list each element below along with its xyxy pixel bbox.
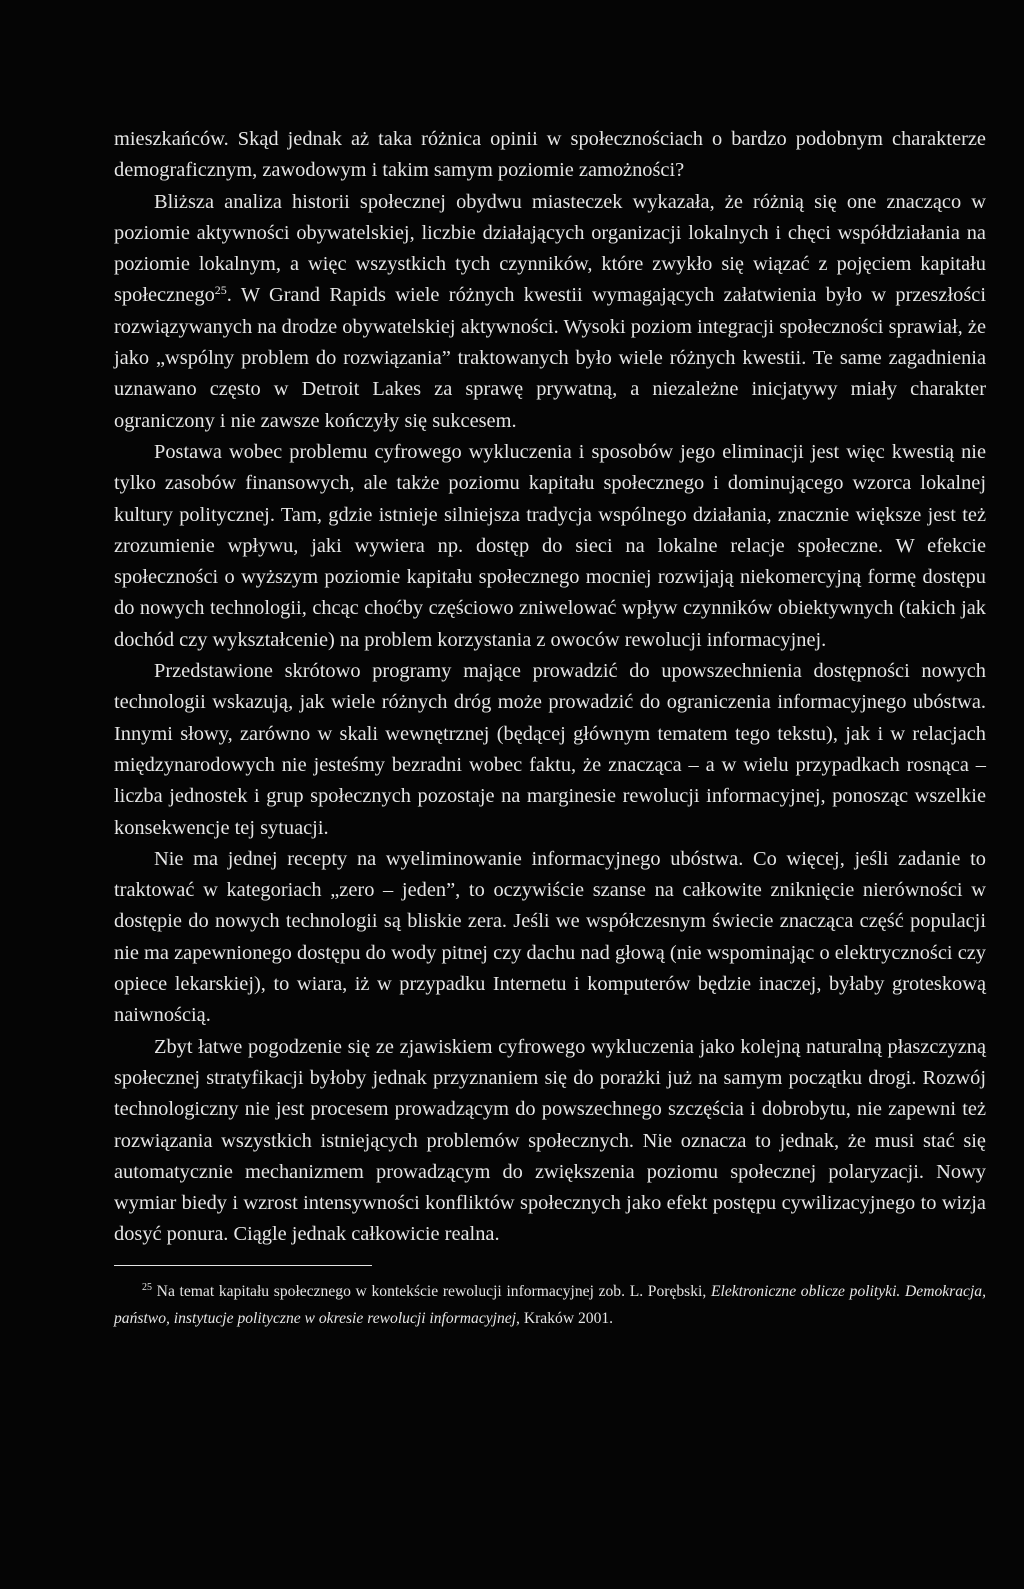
paragraph <box>114 1032 986 1251</box>
paragraph <box>114 844 986 1032</box>
paragraph <box>114 437 986 656</box>
paragraph <box>114 187 986 437</box>
footnote-reference: 25 <box>214 283 227 298</box>
footnote-divider <box>114 1265 372 1266</box>
footnote <box>114 1278 986 1332</box>
paragraph-text: Nie ma jednej recepty na wyeliminowanie informacyjnego ubóstwa. Co więcej, jeśli zadanie to traktować w kategoriach „zero – jeden”, to oczywiście szanse na całkowite zniknięcie nierówności w dostępie do nowych technologii są bliskie zera. Jeśli we współczesnym świecie znacząca część populacji nie ma zapewnionego dostępu do wody pitnej czy dachu nad głową (nie wspominając o elektryczności czy opiece lekarskiej), to wiara, iż w przypadku Internetu i komputerów będzie inaczej, byłaby groteskową naiwnością. <box>114 847 986 1027</box>
footnote-text: Na temat kapitału społecznego w kontekście rewolucji informacyjnej zob. L. Porębski, <box>152 1282 711 1300</box>
paragraph-text: . W Grand Rapids wiele różnych kwestii wymagających załatwienia było w przeszłości rozwiązywanych na drodze obywatelskiej aktywności. Wysoki poziom integracji społeczności sprawiał, że jako „wspólny problem do rozwiązania” traktowanych było wiele różnych kwestii. Te same zagadnienia uznawano często w Detroit Lakes za sprawę prywatną, a niezależne inicjatywy miały charakter ograniczony i nie zawsze kończyły się sukcesem. <box>114 284 986 432</box>
document-page <box>114 124 986 1332</box>
paragraph-text: Bliższa analiza historii społecznej obydwu miasteczek wykazała, że różnią się one znacząco w poziomie aktywności obywatelskiej, liczbie działających organizacji lokalnych i chęci współdziałania na poziomie lokalnym, a więc wszystkich tych czynników, które zwykło się wiązać z pojęciem kapitału społecznego <box>114 190 986 307</box>
paragraph <box>114 124 986 187</box>
body-text <box>114 124 986 1251</box>
paragraph <box>114 656 986 844</box>
paragraph-text: Postawa wobec problemu cyfrowego wykluczenia i sposobów jego eliminacji jest więc kwestią nie tylko zasobów finansowych, ale także poziomu kapitału społecznego i dominującego wzorca lokalnej kultury politycznej. Tam, gdzie istnieje silniejsza tradycja wspólnego działania, znacznie większe jest też zrozumienie wpływu, jaki wywiera np. dostęp do sieci na lokalne relacje społeczne. W efekcie społeczności o wyższym poziomie kapitału społecznego mocniej rozwijają niekomercyjną formę dostępu do nowych technologii, chcąc choćby częściowo zniwelować wpływ czynników obiektywnych (takich jak dochód czy wykształcenie) na problem korzystania z owoców rewolucji informacyjnej. <box>114 440 986 651</box>
footnote-cited-title: Elektroniczne oblicze polityki. Demokracja, państwo, instytucje polityczne w okresie rewolucji informacyjnej <box>114 1282 986 1327</box>
footnote-publication: , Kraków 2001. <box>516 1309 614 1327</box>
paragraph-text: Przedstawione skrótowo programy mające prowadzić do upowszechnienia dostępności nowych technologii wskazują, jak wiele różnych dróg może prowadzić do ograniczenia informacyjnego ubóstwa. Innymi słowy, zarówno w skali wewnętrznej (będącej głównym tematem tego tekstu), jak i w relacjach międzynarodowych nie jesteśmy bezradni wobec faktu, że znacząca – a w wielu przypadkach rosnąca – liczba jednostek i grup społecznych pozostaje na marginesie rewolucji informacyjnej, ponosząc wszelkie konsekwencje tej sytuacji. <box>114 660 986 839</box>
paragraph-text: Zbyt łatwe pogodzenie się ze zjawiskiem cyfrowego wykluczenia jako kolejną naturalną płaszczyzną społecznej stratyfikacji byłoby jednak przyznaniem się do porażki już na samym początku drogi. Rozwój technologiczny nie jest procesem prowadzącym do powszechnego szczęścia i dobrobytu, nie zapewni też rozwiązania wszystkich istniejących problemów społecznych. Nie oznacza to jednak, że musi stać się automatycznie mechanizmem prowadzącym do zwiększenia poziomu społecznej polaryzacji. Nowy wymiar biedy i wzrost intensywności konfliktów społecznych jako efekt postępu cywilizacyjnego to wizja dosyć ponura. Ciągle jednak całkowicie realna. <box>114 1035 986 1246</box>
paragraph-text: mieszkańców. Skąd jednak aż taka różnica opinii w społecznościach o bardzo podobnym charakterze demograficznym, zawodowym i takim samym poziomie zamożności? <box>114 128 986 182</box>
footnote-number: 25 <box>142 1281 152 1293</box>
